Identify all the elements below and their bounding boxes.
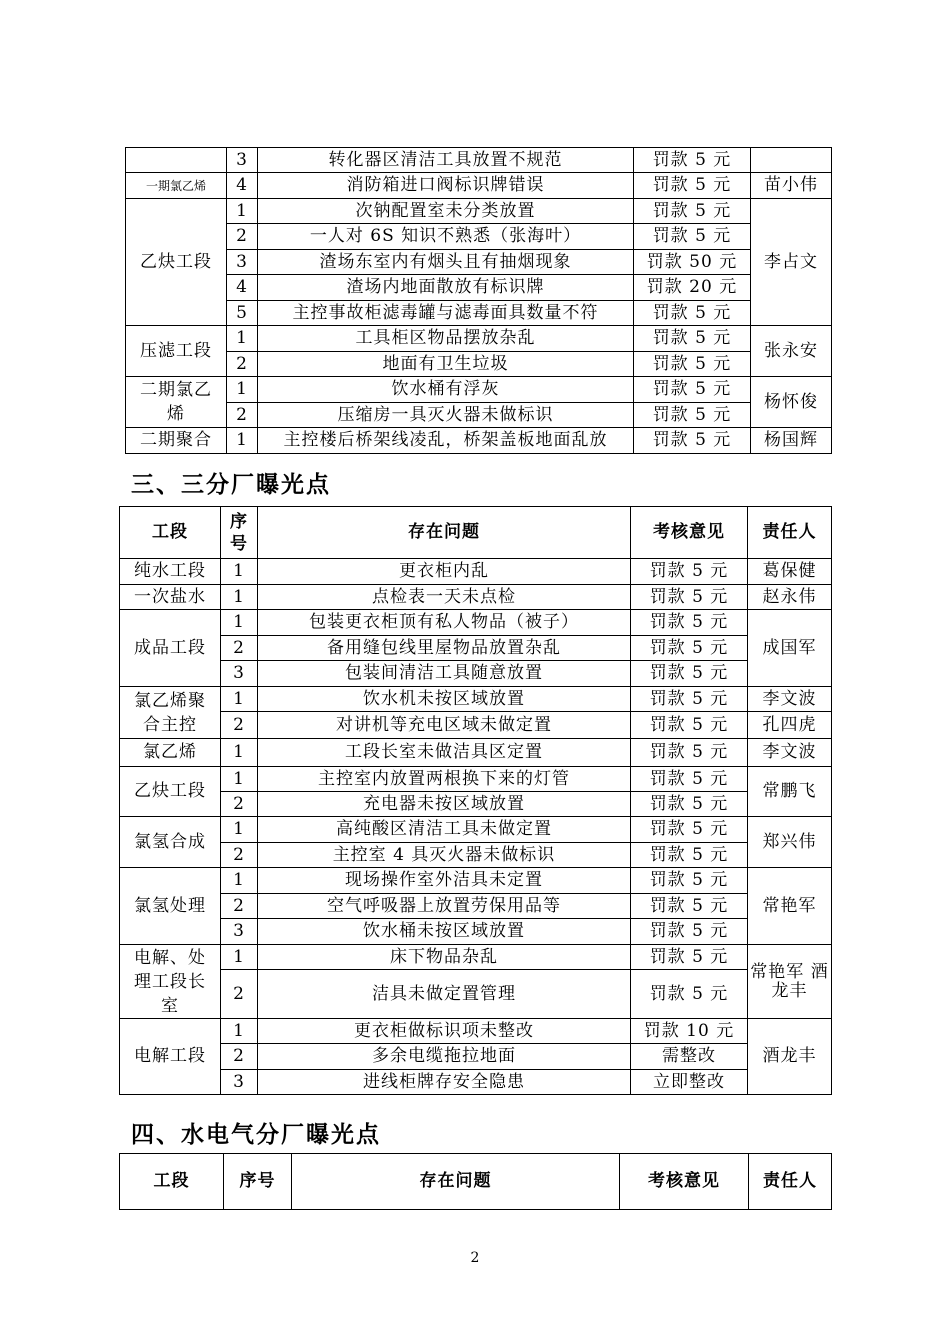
table-cell: 罚款 10 元 bbox=[631, 1019, 748, 1044]
table-cell: 罚款 5 元 bbox=[631, 739, 748, 767]
table-cell: 罚款 5 元 bbox=[634, 403, 751, 428]
table-cell: 2 bbox=[221, 792, 258, 817]
table-cell: 主控事故柜滤毒罐与滤毒面具数量不符 bbox=[258, 301, 634, 326]
table-row bbox=[120, 1070, 832, 1095]
table-cell: 饮水机未按区域放置 bbox=[258, 687, 631, 712]
table-row bbox=[120, 636, 832, 661]
table-cell: 杨国辉 bbox=[751, 428, 832, 454]
table-cell: 1 bbox=[221, 767, 258, 792]
table-cell: 罚款 5 元 bbox=[631, 868, 748, 894]
table-row bbox=[126, 326, 832, 352]
table-cell: 4 bbox=[227, 173, 258, 199]
table-cell: 纯水工段 bbox=[120, 559, 221, 585]
table-cell: 电解工段 bbox=[120, 1019, 221, 1095]
table-cell: 常艳军 bbox=[748, 868, 832, 945]
table-cell: 罚款 5 元 bbox=[631, 945, 748, 970]
table-cell: 压滤工段 bbox=[126, 326, 227, 377]
table-cell: 一次盐水 bbox=[120, 585, 221, 610]
table-cell: 罚款 5 元 bbox=[631, 610, 748, 636]
table-cell: 罚款 5 元 bbox=[631, 559, 748, 585]
table-cell: 高纯酸区清洁工具未做定置 bbox=[258, 817, 631, 843]
table-cell: 罚款 5 元 bbox=[631, 843, 748, 868]
table-cell: 氯乙烯 bbox=[120, 739, 221, 767]
table-cell: 罚款 5 元 bbox=[631, 817, 748, 843]
table-cell: 3 bbox=[227, 148, 258, 173]
table-cell: 饮水桶未按区域放置 bbox=[258, 919, 631, 945]
table-cell: 氯氢处理 bbox=[120, 868, 221, 945]
table-section3 bbox=[119, 506, 832, 1095]
table-cell: 罚款 5 元 bbox=[634, 326, 751, 352]
table-row bbox=[120, 945, 832, 970]
table-row bbox=[126, 275, 832, 301]
header-assessment: 考核意见 bbox=[620, 1154, 749, 1210]
header-issue: 存在问题 bbox=[292, 1154, 620, 1210]
table-cell: 1 bbox=[227, 377, 258, 403]
table-cell: 李文波 bbox=[748, 687, 832, 712]
table-cell: 常艳军 酒龙丰 bbox=[748, 945, 832, 1019]
table-row bbox=[126, 199, 832, 224]
table-row bbox=[126, 377, 832, 403]
table-cell: 张永安 bbox=[751, 326, 832, 377]
table-cell: 孔四虎 bbox=[748, 712, 832, 739]
table-cell: 罚款 5 元 bbox=[631, 767, 748, 792]
table-cell: 渣场内地面散放有标识牌 bbox=[258, 275, 634, 301]
table-row bbox=[126, 173, 832, 199]
table-row bbox=[120, 970, 832, 1019]
table-cell: 1 bbox=[227, 428, 258, 454]
table-cell: 点检表一天未点检 bbox=[258, 585, 631, 610]
table-row bbox=[120, 585, 832, 610]
table-cell: 3 bbox=[221, 661, 258, 687]
table-cell: 2 bbox=[227, 403, 258, 428]
table-row bbox=[120, 1044, 832, 1070]
table-cell: 1 bbox=[221, 1019, 258, 1044]
table-header-row bbox=[120, 1154, 832, 1210]
table-cell: 李占文 bbox=[751, 199, 832, 326]
table-header-row bbox=[120, 507, 832, 559]
table-cell: 苗小伟 bbox=[751, 173, 832, 199]
table-cell: 电解、处理工段长室 bbox=[120, 945, 221, 1019]
table-row bbox=[120, 610, 832, 636]
table-cell: 主控室内放置两根换下来的灯管 bbox=[258, 767, 631, 792]
table-cell: 赵永伟 bbox=[748, 585, 832, 610]
table-row bbox=[126, 403, 832, 428]
table-cell: 罚款 5 元 bbox=[634, 352, 751, 377]
table-cell: 1 bbox=[221, 739, 258, 767]
header-section: 工段 bbox=[120, 507, 221, 559]
table-cell: 成品工段 bbox=[120, 610, 221, 687]
table-cell: 成国军 bbox=[748, 610, 832, 687]
table-cell: 包装更衣柜顶有私人物品（被子） bbox=[258, 610, 631, 636]
table-cell: 现场操作室外洁具未定置 bbox=[258, 868, 631, 894]
table-row bbox=[126, 224, 832, 250]
table-cell: 氯乙烯聚合主控 bbox=[120, 687, 221, 739]
table-cell: 需整改 bbox=[631, 1044, 748, 1070]
table-cell: 转化器区清洁工具放置不规范 bbox=[258, 148, 634, 173]
table-cell: 杨怀俊 bbox=[751, 377, 832, 428]
table-cell: 3 bbox=[221, 1070, 258, 1095]
table-row bbox=[120, 767, 832, 792]
table-cell: 2 bbox=[221, 894, 258, 919]
table-cell: 乙炔工段 bbox=[126, 199, 227, 326]
table-cell: 消防箱进口阀标识牌错误 bbox=[258, 173, 634, 199]
table-cell: 罚款 5 元 bbox=[634, 173, 751, 199]
table-row bbox=[120, 559, 832, 585]
table-row bbox=[126, 301, 832, 326]
table-cell: 一人对 6S 知识不熟悉（张海叶） bbox=[258, 224, 634, 250]
table-row bbox=[120, 1019, 832, 1044]
table-cell: 罚款 5 元 bbox=[634, 224, 751, 250]
table-section4 bbox=[119, 1153, 832, 1210]
table-cell: 罚款 50 元 bbox=[634, 250, 751, 275]
table-cell: 2 bbox=[227, 352, 258, 377]
table-cell: 罚款 5 元 bbox=[631, 687, 748, 712]
table-cell: 氯氢合成 bbox=[120, 817, 221, 868]
header-index: 序号 bbox=[221, 507, 258, 559]
table-cell: 5 bbox=[227, 301, 258, 326]
table-row bbox=[120, 739, 832, 767]
table-cell: 主控室 4 具灭火器未做标识 bbox=[258, 843, 631, 868]
table-row bbox=[120, 843, 832, 868]
table-row bbox=[126, 148, 832, 173]
table-row bbox=[120, 868, 832, 894]
table-cell: 2 bbox=[221, 970, 258, 1019]
table-cell: 1 bbox=[221, 559, 258, 585]
table-cell: 罚款 5 元 bbox=[631, 894, 748, 919]
table-cell bbox=[126, 148, 227, 173]
table-cell: 工段长室未做洁具区定置 bbox=[258, 739, 631, 767]
table-row bbox=[120, 712, 832, 739]
table-row bbox=[120, 817, 832, 843]
table-cell: 1 bbox=[221, 610, 258, 636]
table-row bbox=[120, 792, 832, 817]
table-cell: 罚款 5 元 bbox=[631, 661, 748, 687]
table-cell: 罚款 20 元 bbox=[634, 275, 751, 301]
table-cell: 工具柜区物品摆放杂乱 bbox=[258, 326, 634, 352]
header-responsible: 责任人 bbox=[748, 507, 832, 559]
table-cell: 二期聚合 bbox=[126, 428, 227, 454]
table-cell: 进线柜牌存安全隐患 bbox=[258, 1070, 631, 1095]
table-cell: 次钠配置室未分类放置 bbox=[258, 199, 634, 224]
table-cell: 李文波 bbox=[748, 739, 832, 767]
table-cell: 二期氯乙烯 bbox=[126, 377, 227, 428]
table-row bbox=[120, 894, 832, 919]
table-cell: 1 bbox=[221, 687, 258, 712]
table-cell: 地面有卫生垃圾 bbox=[258, 352, 634, 377]
table-cell: 郑兴伟 bbox=[748, 817, 832, 868]
table-cell: 罚款 5 元 bbox=[634, 377, 751, 403]
table-cell: 渣场东室内有烟头且有抽烟现象 bbox=[258, 250, 634, 275]
table-row bbox=[120, 661, 832, 687]
table-cell: 洁具未做定置管理 bbox=[258, 970, 631, 1019]
table-cell: 床下物品杂乱 bbox=[258, 945, 631, 970]
table-cell: 罚款 5 元 bbox=[631, 792, 748, 817]
section3-heading: 三、三分厂曝光点 bbox=[131, 472, 331, 498]
page-number: 2 bbox=[470, 1250, 480, 1266]
table-row bbox=[126, 428, 832, 454]
table-cell: 2 bbox=[227, 224, 258, 250]
table-cell: 常鹏飞 bbox=[748, 767, 832, 817]
table-cell: 罚款 5 元 bbox=[634, 148, 751, 173]
table-cell: 1 bbox=[221, 868, 258, 894]
table-row bbox=[126, 352, 832, 377]
table-cell: 2 bbox=[221, 636, 258, 661]
table-cell: 罚款 5 元 bbox=[631, 636, 748, 661]
table-cell: 1 bbox=[221, 585, 258, 610]
table-cell: 罚款 5 元 bbox=[631, 585, 748, 610]
table-section2-continued bbox=[125, 147, 832, 454]
table-cell: 罚款 5 元 bbox=[634, 199, 751, 224]
table-cell: 罚款 5 元 bbox=[631, 919, 748, 945]
table-cell: 饮水桶有浮灰 bbox=[258, 377, 634, 403]
table-cell: 2 bbox=[221, 843, 258, 868]
table-cell: 包装间清洁工具随意放置 bbox=[258, 661, 631, 687]
table-cell: 乙炔工段 bbox=[120, 767, 221, 817]
table-cell: 空气呼吸器上放置劳保用品等 bbox=[258, 894, 631, 919]
table-cell: 罚款 5 元 bbox=[631, 712, 748, 739]
header-assessment: 考核意见 bbox=[631, 507, 748, 559]
table-cell: 罚款 5 元 bbox=[631, 970, 748, 1019]
table-cell: 2 bbox=[221, 1044, 258, 1070]
section4-heading: 四、水电气分厂曝光点 bbox=[131, 1122, 381, 1148]
header-section: 工段 bbox=[120, 1154, 224, 1210]
table-cell: 一期氯乙烯 bbox=[126, 173, 227, 199]
header-responsible: 责任人 bbox=[749, 1154, 832, 1210]
table-cell: 2 bbox=[221, 712, 258, 739]
table-cell: 更衣柜做标识项未整改 bbox=[258, 1019, 631, 1044]
table-cell: 充电器未按区域放置 bbox=[258, 792, 631, 817]
table-cell: 罚款 5 元 bbox=[634, 428, 751, 454]
table-cell: 主控楼后桥架线凌乱，桥架盖板地面乱放 bbox=[258, 428, 634, 454]
table-row bbox=[126, 250, 832, 275]
header-index: 序号 bbox=[224, 1154, 292, 1210]
table-cell: 葛保健 bbox=[748, 559, 832, 585]
table-cell: 4 bbox=[227, 275, 258, 301]
table-cell: 1 bbox=[227, 199, 258, 224]
table-cell: 压缩房一具灭火器未做标识 bbox=[258, 403, 634, 428]
table-cell: 1 bbox=[227, 326, 258, 352]
table-cell: 更衣柜内乱 bbox=[258, 559, 631, 585]
table-cell: 对讲机等充电区域未做定置 bbox=[258, 712, 631, 739]
header-issue: 存在问题 bbox=[258, 507, 631, 559]
table-cell: 立即整改 bbox=[631, 1070, 748, 1095]
table-cell: 3 bbox=[227, 250, 258, 275]
table-row bbox=[120, 687, 832, 712]
table-row bbox=[120, 919, 832, 945]
table-cell: 1 bbox=[221, 817, 258, 843]
table-cell: 3 bbox=[221, 919, 258, 945]
table-cell: 多余电缆拖拉地面 bbox=[258, 1044, 631, 1070]
table-cell: 罚款 5 元 bbox=[634, 301, 751, 326]
table-cell: 酒龙丰 bbox=[748, 1019, 832, 1095]
table-cell: 1 bbox=[221, 945, 258, 970]
table-cell bbox=[751, 148, 832, 173]
table-cell: 备用缝包线里屋物品放置杂乱 bbox=[258, 636, 631, 661]
